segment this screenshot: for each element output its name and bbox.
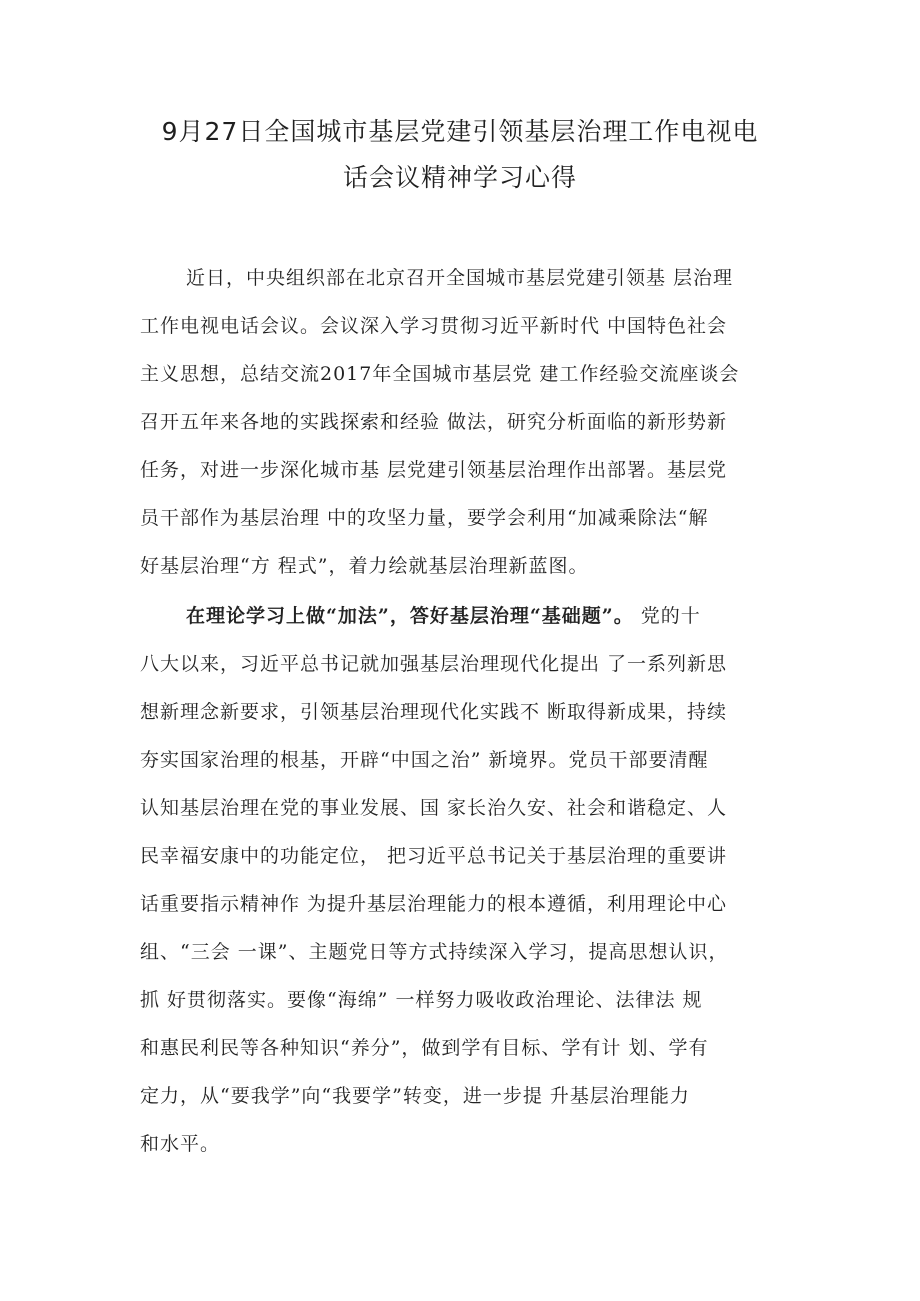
- paragraph-1-line-5: 任务，对进一步深化城市基 层党建引领基层治理作出部署。基层党: [140, 459, 728, 481]
- paragraph-1-line-7: 好基层治理“方 程式”，着力绘就基层治理新蓝图。: [140, 555, 589, 577]
- paragraph-1-line-6: 员干部作为基层治理 中的攻坚力量，要学会利用“加减乘除法“解: [140, 507, 709, 529]
- paragraph-2-line-4: 夯实国家治理的根基，开辟“中国之治” 新境界。党员干部要清醒: [140, 749, 709, 771]
- paragraph-2-heading: 在理论学习上做“加法”，答好基层治理“基础题”。: [186, 605, 634, 627]
- paragraph-1-line-1: 近日，中央组织部在北京召开全国城市基层党建引领基 层治理: [186, 267, 734, 289]
- paragraph-1-line-4: 召开五年来各地的实践探索和经验 做法，研究分析面临的新形势新: [140, 411, 728, 433]
- document-title-line-1: 9月27日全国城市基层党建引领基层治理工作电视电: [161, 117, 759, 146]
- paragraph-2-line-1-rest: 党的十: [633, 605, 701, 627]
- paragraph-2-line-9: 抓 好贯彻落实。要像“海绵” 一样努力吸收政治理论、法律法 规: [140, 989, 703, 1011]
- paragraph-2-line-8: 组、“三会 一课”、主题党日等方式持续深入学习，提高思想认识，: [140, 941, 729, 963]
- paragraph-1-line-3: 主义思想，总结交流2017年全国城市基层党 建工作经验交流座谈会: [140, 363, 740, 385]
- paragraph-2-line-12: 和水平。: [140, 1133, 221, 1155]
- paragraph-2-line-3: 想新理念新要求，引领基层治理现代化实践不 断取得新成果，持续: [140, 701, 728, 723]
- paragraph-2-line-7: 话重要指示精神作 为提升基层治理能力的根本遵循，利用理论中心: [140, 893, 728, 915]
- paragraph-2-line-10: 和惠民利民等各种知识“养分”，做到学有目标、学有计 划、学有: [140, 1037, 709, 1059]
- paragraph-2-line-11: 定力，从“要我学”向“我要学”转变，进一步提 升基层治理能力: [140, 1085, 690, 1107]
- paragraph-2-line-1: [186, 603, 701, 629]
- paragraph-1-line-2: 工作电视电话会议。会议深入学习贯彻习近平新时代 中国特色社会: [140, 315, 728, 337]
- paragraph-2-line-5: 认知基层治理在党的事业发展、国 家长治久安、社会和谐稳定、人: [140, 797, 728, 819]
- paragraph-2-line-6: 民幸福安康中的功能定位， 把习近平总书记关于基层治理的重要讲: [140, 845, 728, 867]
- document-title-line-2: 话会议精神学习心得: [342, 163, 577, 192]
- paragraph-2-line-2: 八大以来，习近平总书记就加强基层治理现代化提出 了一系列新思: [140, 653, 728, 675]
